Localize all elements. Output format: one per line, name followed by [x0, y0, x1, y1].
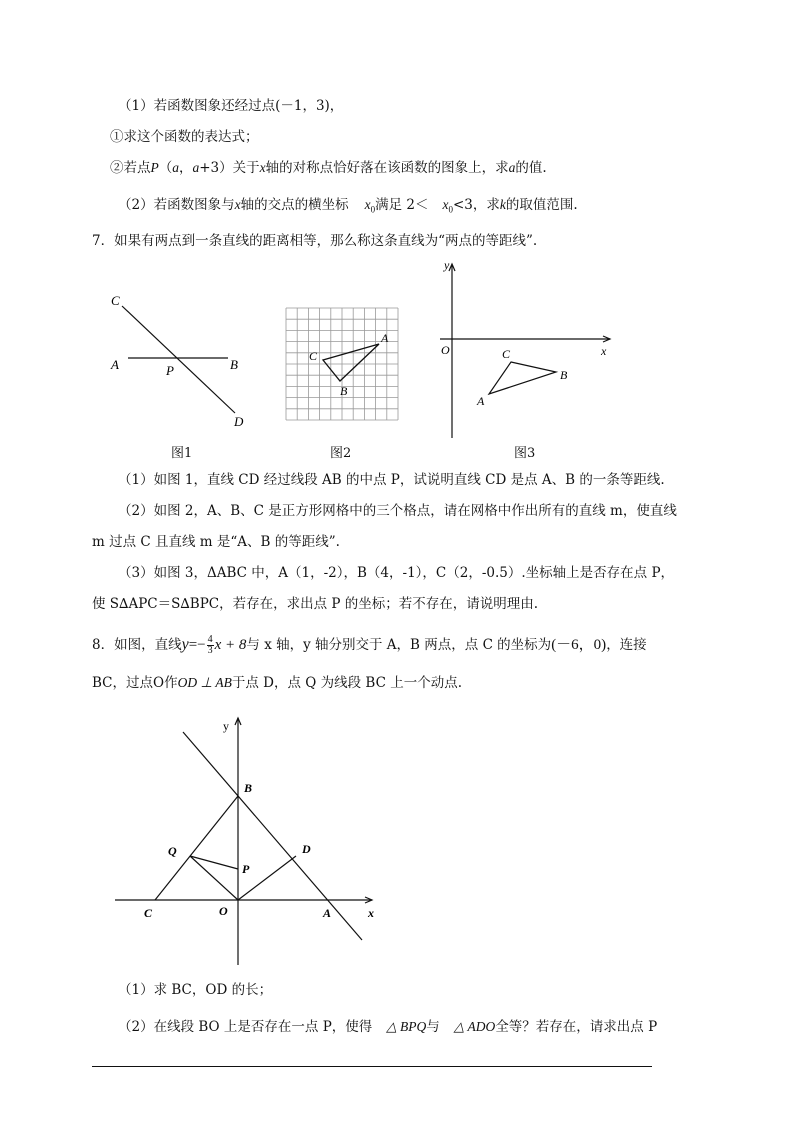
text: 与 x 轴，y 轴分别交于 A，B 两点，点 C 的坐标为 — [246, 637, 552, 653]
label-b: B — [560, 368, 568, 382]
text: <3，求 — [452, 197, 500, 213]
var-P: P — [150, 160, 159, 175]
var-k: k — [499, 197, 506, 212]
text: 与 — [426, 1019, 440, 1035]
subscript: 0 — [370, 204, 376, 215]
q7-part3-line2: 使 S∆APC＝S∆BPC，若存在，求出点 P 的坐标；若不存在，请说明理由. — [92, 596, 539, 612]
label-y: y — [444, 258, 450, 272]
var-a: a — [192, 160, 200, 175]
q7-part2-line2: m 过点 C 且直线 m 是“A、B 的等距线”. — [92, 534, 340, 550]
q6-part2 — [118, 195, 578, 220]
math-ado: △ ADO — [453, 1019, 496, 1034]
q7-figure1 — [100, 288, 260, 428]
label-q: Q — [168, 844, 177, 858]
text: ，连接 — [606, 637, 647, 653]
q8-part2 — [118, 1017, 657, 1037]
q7-figure2 — [280, 300, 410, 430]
var-x: x — [234, 197, 241, 212]
q6-part1: （1）若函数图象还经过点(－1，3)， — [118, 98, 344, 114]
q7-fig2-caption: 图2 — [330, 446, 352, 461]
denominator: 3 — [207, 645, 213, 656]
q7-fig1-caption: 图1 — [171, 446, 193, 461]
text: 满足 2＜ — [375, 197, 429, 213]
label-a: A — [381, 331, 389, 345]
text: BC，过点O作 — [92, 675, 178, 691]
text: 的值. — [515, 160, 547, 176]
q8-figure — [110, 710, 400, 970]
triangle-abc — [489, 362, 556, 394]
var-x0: x — [442, 197, 449, 212]
label-c: C — [144, 906, 153, 920]
text: 轴的对称点恰好落在该函数的图象上，求 — [265, 160, 509, 176]
label-b: B — [340, 384, 348, 398]
label-c: C — [309, 349, 318, 363]
q7-part2-line1: （2）如图 2，A、B、C 是正方形网格中的三个格点，请在网格中作出所有的直线 m，使直线 — [118, 503, 677, 519]
text: 轴的交点的横坐标 — [240, 197, 349, 213]
text: +3）关于 — [199, 160, 260, 176]
text: （2）若函数图象与 — [118, 197, 235, 213]
label-a: A — [111, 357, 119, 372]
label-x: x — [601, 344, 607, 358]
line-ab — [183, 732, 362, 940]
text: （ — [158, 160, 173, 176]
line-cd — [122, 306, 235, 413]
text: 8．如图，直线 — [92, 637, 182, 653]
q8-part1: （1）求 BC，OD 的长； — [118, 982, 273, 998]
coord-c: (－6，0) — [551, 637, 607, 653]
var-a: a — [172, 160, 179, 175]
label-p: P — [242, 862, 250, 876]
label-o: O — [219, 904, 228, 918]
label-d: D — [234, 414, 244, 428]
label-c: C — [111, 293, 120, 308]
text: 于点 D，点 Q 为线段 BC 上一个动点. — [231, 675, 462, 691]
math-bpq: △ BPQ — [386, 1019, 427, 1034]
var-x0: x — [364, 197, 371, 212]
q7-intro: 7．如果有两点到一条直线的距离相等，那么称这条直线为“两点的等距线”. — [92, 233, 538, 249]
math-od-perp-ab: OD ⊥ AB — [177, 675, 232, 690]
text: ②若点 — [110, 160, 151, 176]
fraction — [207, 635, 214, 656]
var-a: a — [508, 160, 516, 175]
label-a: A — [323, 906, 332, 920]
q6-part1-ii — [110, 158, 547, 178]
label-b: B — [230, 357, 238, 372]
label-p: P — [166, 363, 174, 378]
label-b: B — [244, 781, 253, 795]
label-x: x — [368, 906, 374, 920]
text: 全等？若存在，请求出点 P — [495, 1019, 658, 1035]
subscript: 0 — [448, 204, 453, 215]
q8-line2 — [92, 673, 462, 693]
q7-part1: （1）如图 1，直线 CD 经过线段 AB 的中点 P，试说明直线 CD 是点 A、B 的一条等距线. — [118, 472, 665, 488]
expr-x-plus-8: x + 8 — [214, 637, 247, 653]
equals-minus: =− — [188, 637, 206, 653]
square-grid — [286, 308, 398, 420]
bottom-rule — [92, 1066, 652, 1067]
text: ， — [179, 160, 193, 176]
q7-part3-line1: （3）如图 3，ΔABC 中，A（1，-2），B（4，-1），C（2，-0.5）.坐标轴上是否存在点 P， — [118, 565, 675, 581]
label-d: D — [302, 842, 311, 856]
label-c: C — [502, 347, 511, 361]
text: 的取值范围. — [505, 197, 578, 213]
var-x: x — [259, 160, 266, 175]
numerator: 4 — [207, 634, 213, 645]
q6-part1-i: ①求这个函数的表达式； — [110, 129, 259, 145]
text: （2）在线段 BO 上是否存在一点 P，使得 — [118, 1019, 373, 1035]
var-y: y — [181, 636, 189, 653]
label-a: A — [477, 394, 485, 408]
label-y: y — [223, 719, 229, 733]
q7-fig3-caption: 图3 — [514, 446, 536, 461]
q8-line1 — [92, 632, 647, 658]
q7-figure3 — [430, 255, 620, 440]
label-o: O — [441, 343, 450, 357]
